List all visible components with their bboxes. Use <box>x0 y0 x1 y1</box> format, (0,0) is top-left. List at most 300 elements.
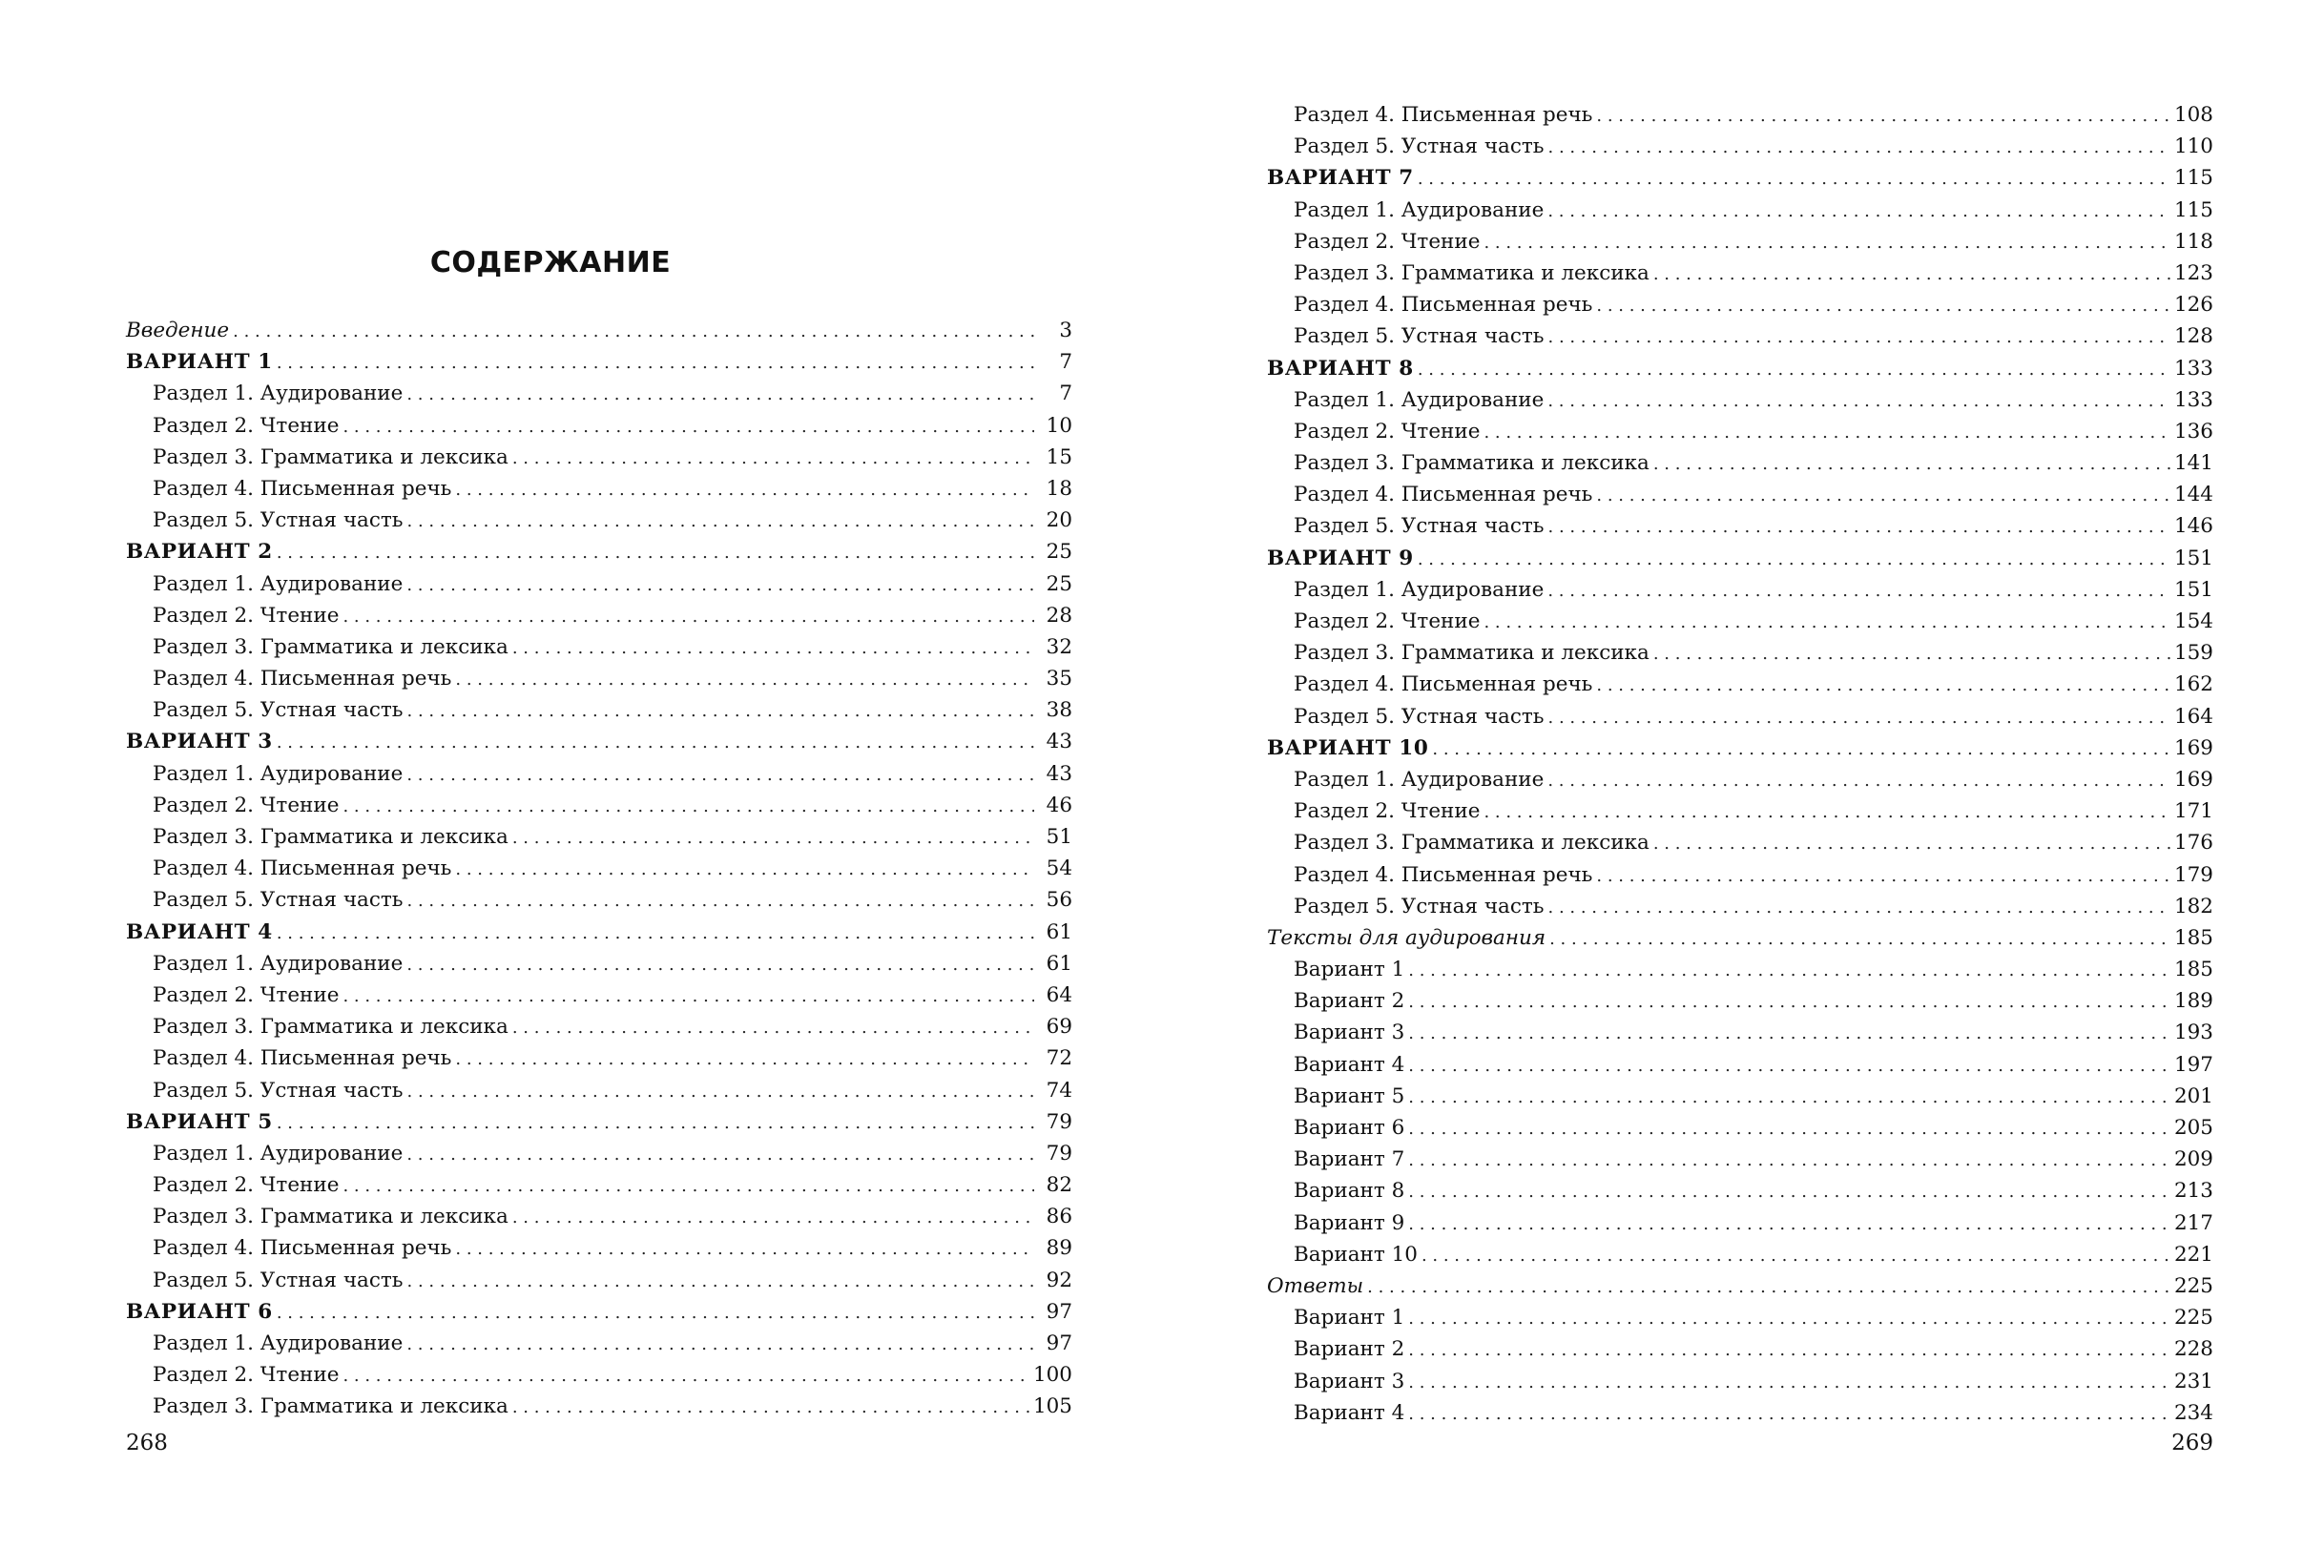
toc-entry-page: 169 <box>2173 735 2213 760</box>
toc-entry <box>1267 258 2213 289</box>
toc-entry <box>1267 479 2213 510</box>
toc-entry <box>126 1042 1072 1074</box>
toc-entry-label: Вариант 5 <box>1294 1083 1405 1108</box>
dot-leader <box>277 536 1034 568</box>
dot-leader <box>406 758 1034 791</box>
toc-entry-page: 51 <box>1046 825 1072 849</box>
toc-entry <box>1267 1366 2213 1397</box>
toc-entry-page: 123 <box>2173 260 2213 285</box>
toc-entry-label: ВАРИАНТ 7 <box>1267 166 1414 191</box>
toc-entry-label: Раздел 5. Устная часть <box>1294 894 1545 918</box>
toc-entry-label: ВАРИАНТ 6 <box>126 1299 273 1324</box>
toc-entry <box>1267 1144 2213 1175</box>
toc-entry-page: 97 <box>1046 1299 1072 1324</box>
toc-entry-label: ВАРИАНТ 9 <box>1267 546 1414 570</box>
left-page <box>126 0 1072 1568</box>
toc-entry-page: 185 <box>2173 958 2213 982</box>
toc-entry-label: Раздел 1. Аудирование <box>1294 577 1545 602</box>
toc-entry-page: 108 <box>2173 103 2213 127</box>
toc-entry <box>1267 99 2213 131</box>
toc-entry-label: Раздел 4. Письменная речь <box>1294 483 1593 507</box>
toc-entry-page: 115 <box>2173 166 2213 191</box>
dot-leader <box>407 505 1034 537</box>
dot-leader <box>1547 195 2170 227</box>
dot-leader <box>1408 1333 2170 1366</box>
toc-entry-label: Раздел 2. Чтение <box>153 603 340 628</box>
dot-leader <box>1408 1081 2170 1113</box>
toc-entry-label: Раздел 4. Письменная речь <box>153 856 452 881</box>
toc-entry-page: 61 <box>1046 919 1072 944</box>
toc-variant-heading <box>126 726 1072 757</box>
toc-entry <box>126 1328 1072 1359</box>
dot-leader <box>277 917 1034 949</box>
toc-entry-page: 64 <box>1046 982 1072 1007</box>
toc-entry-page: 217 <box>2173 1210 2213 1235</box>
dot-leader <box>1408 954 2170 986</box>
toc-entry-label: Раздел 2. Чтение <box>153 1363 340 1388</box>
toc-entry <box>126 1011 1072 1042</box>
toc-entry-page: 20 <box>1046 508 1072 533</box>
contents-title: СОДЕРЖАНИЕ <box>429 246 672 279</box>
toc-entry <box>126 821 1072 853</box>
toc-entry <box>126 410 1072 442</box>
toc-entry-label: Раздел 2. Чтение <box>153 1173 340 1198</box>
toc-entry-page: 128 <box>2173 324 2213 349</box>
dot-leader <box>407 1265 1034 1297</box>
toc-entry <box>126 1359 1072 1391</box>
toc-entry <box>1267 701 2213 732</box>
toc-entry-label: Вариант 1 <box>1294 1306 1405 1331</box>
toc-entry-page: 197 <box>2173 1052 2213 1077</box>
toc-entry-label: Раздел 3. Грамматика и лексика <box>1294 451 1650 476</box>
toc-entry <box>1267 606 2213 637</box>
dot-leader <box>512 821 1034 854</box>
dot-leader <box>342 410 1034 443</box>
dot-leader <box>1408 1207 2170 1240</box>
toc-entry-page: 234 <box>2173 1400 2213 1425</box>
toc-entry-page: 110 <box>2173 134 2213 159</box>
toc-entry-page: 43 <box>1046 761 1072 786</box>
toc-entry <box>1267 954 2213 985</box>
toc-entry <box>126 1138 1072 1169</box>
toc-entry-page: 133 <box>2173 356 2213 381</box>
toc-variant-heading <box>1267 353 2213 384</box>
toc-entry-page: 162 <box>2173 672 2213 697</box>
toc-entry-page: 28 <box>1046 603 1072 628</box>
dot-leader <box>1549 922 2170 955</box>
page-number-right: 269 <box>2171 1431 2213 1455</box>
dot-leader <box>342 790 1034 822</box>
toc-entry-page: 136 <box>2173 419 2213 444</box>
dot-leader <box>1408 985 2170 1018</box>
toc-entry-page: 46 <box>1046 793 1072 817</box>
toc-variant-heading <box>126 536 1072 567</box>
toc-entry-label: Раздел 5. Устная часть <box>1294 134 1545 159</box>
dot-leader <box>406 1138 1034 1170</box>
toc-entry-label: Раздел 1. Аудирование <box>1294 387 1545 412</box>
dot-leader <box>1596 669 2170 701</box>
toc-entry <box>126 1075 1072 1106</box>
dot-leader <box>1408 1144 2170 1176</box>
toc-entry <box>1267 289 2213 320</box>
toc-entry-page: 69 <box>1046 1015 1072 1040</box>
toc-entry <box>126 853 1072 884</box>
dot-leader <box>1432 732 2170 765</box>
dot-leader <box>1408 1017 2170 1049</box>
toc-entry-page: 118 <box>2173 229 2213 254</box>
toc-entry-label: Раздел 4. Письменная речь <box>1294 293 1593 318</box>
dot-leader <box>455 1232 1034 1265</box>
toc-entry <box>1267 226 2213 258</box>
toc-entry <box>1267 1081 2213 1112</box>
toc-entry-page: 15 <box>1046 444 1072 469</box>
dot-leader <box>1408 1175 2170 1207</box>
toc-entry <box>1267 1112 2213 1144</box>
dot-leader <box>1548 510 2170 543</box>
toc-entry-label: Раздел 3. Грамматика и лексика <box>153 1205 508 1229</box>
toc-variant-heading <box>126 346 1072 378</box>
dot-leader <box>406 378 1034 410</box>
toc-entry-label: Раздел 1. Аудирование <box>1294 767 1545 792</box>
toc-entry-label: Раздел 2. Чтение <box>1294 419 1481 444</box>
toc-entry <box>126 473 1072 505</box>
dot-leader <box>1421 1239 2170 1271</box>
toc-entry-label: Раздел 3. Грамматика и лексика <box>153 1394 508 1419</box>
toc-entry <box>126 663 1072 694</box>
toc-variant-heading <box>126 1106 1072 1138</box>
toc-entry-label: Раздел 5. Устная часть <box>153 1078 404 1103</box>
toc-entry-page: 221 <box>2173 1242 2213 1267</box>
toc-variant-heading <box>1267 162 2213 194</box>
toc-entry-label: Раздел 5. Устная часть <box>1294 704 1545 729</box>
toc-entry-label: Вариант 2 <box>1294 1337 1405 1362</box>
toc-entry-label: Раздел 1. Аудирование <box>153 1331 404 1355</box>
right-page <box>1267 0 2213 1568</box>
toc-entry-page: 74 <box>1046 1078 1072 1103</box>
toc-entry-page: 92 <box>1046 1268 1072 1292</box>
dot-leader <box>455 853 1034 885</box>
dot-leader <box>1547 384 2170 417</box>
toc-entry-label: Вариант 8 <box>1294 1179 1405 1204</box>
toc-entry-label: Раздел 3. Грамматика и лексика <box>1294 831 1650 856</box>
dot-leader <box>1596 99 2170 132</box>
toc-variant-heading <box>126 917 1072 948</box>
toc-entry-page: 18 <box>1046 476 1072 501</box>
toc-entry <box>1267 1207 2213 1239</box>
toc-entry-label: Вариант 6 <box>1294 1116 1405 1140</box>
toc-entry <box>1267 1175 2213 1207</box>
toc-entry <box>1267 1397 2213 1429</box>
toc-entry-label: Вариант 1 <box>1294 958 1405 982</box>
toc-entry <box>1267 574 2213 606</box>
toc-entry-label: Раздел 2. Чтение <box>1294 229 1481 254</box>
dot-leader <box>277 1296 1034 1329</box>
toc-part-heading <box>1267 1270 2213 1302</box>
toc-entry <box>126 1265 1072 1296</box>
dot-leader <box>1596 859 2170 892</box>
toc-entry-label: Раздел 1. Аудирование <box>153 571 404 596</box>
dot-leader <box>455 663 1034 695</box>
dot-leader <box>1418 353 2170 385</box>
toc-entry-page: 209 <box>2173 1147 2213 1172</box>
toc-entry <box>1267 669 2213 700</box>
toc-variant-heading <box>1267 732 2213 764</box>
toc-entry <box>126 1391 1072 1422</box>
toc-entry-page: 115 <box>2173 197 2213 222</box>
toc-entry-page: 89 <box>1046 1236 1072 1261</box>
toc-entry <box>126 948 1072 980</box>
toc-entry-label: Раздел 2. Чтение <box>153 793 340 817</box>
toc-entry-label: Раздел 4. Письменная речь <box>153 476 452 501</box>
toc-entry-page: 144 <box>2173 483 2213 507</box>
toc-entry-page: 164 <box>2173 704 2213 729</box>
dot-leader <box>407 1075 1034 1107</box>
toc-entry <box>126 884 1072 916</box>
toc-entry-label: Раздел 2. Чтение <box>153 982 340 1007</box>
dot-leader <box>406 568 1034 601</box>
dot-leader <box>406 1328 1034 1360</box>
toc-entry-label: Раздел 5. Устная часть <box>1294 324 1545 349</box>
dot-leader <box>1596 289 2170 321</box>
toc-entry <box>126 694 1072 726</box>
toc-entry-page: 105 <box>1032 1394 1072 1419</box>
toc-entry-label: ВАРИАНТ 5 <box>126 1109 273 1134</box>
toc-entry-page: 189 <box>2173 989 2213 1014</box>
toc-entry-page: 146 <box>2173 514 2213 539</box>
toc-entry-label: Раздел 3. Грамматика и лексика <box>153 1015 508 1040</box>
dot-leader <box>233 315 1034 347</box>
dot-leader <box>1418 162 2170 195</box>
toc-entry-page: 141 <box>2173 451 2213 476</box>
toc-entry-page: 32 <box>1046 634 1072 659</box>
toc-entry <box>1267 1017 2213 1048</box>
dot-leader <box>277 1106 1034 1139</box>
dot-leader <box>1408 1302 2170 1334</box>
toc-entry-page: 213 <box>2173 1179 2213 1204</box>
toc-entry-label: ВАРИАНТ 10 <box>1267 735 1429 760</box>
toc-list-left <box>126 315 1072 1423</box>
dot-leader <box>512 1011 1034 1043</box>
toc-entry-label: Раздел 2. Чтение <box>153 413 340 438</box>
toc-entry <box>126 980 1072 1011</box>
toc-entry <box>126 600 1072 631</box>
toc-entry-label: ВАРИАНТ 2 <box>126 540 273 565</box>
toc-entry <box>126 442 1072 473</box>
dot-leader <box>512 631 1034 664</box>
dot-leader <box>1418 543 2170 575</box>
toc-entry-label: Вариант 3 <box>1294 1369 1405 1393</box>
toc-entry <box>1267 384 2213 416</box>
dot-leader <box>455 1042 1034 1075</box>
dot-leader <box>277 726 1034 758</box>
dot-leader <box>407 694 1034 727</box>
toc-entry <box>1267 891 2213 922</box>
toc-entry-page: 3 <box>1059 319 1072 342</box>
dot-leader <box>1596 479 2170 511</box>
dot-leader <box>1484 226 2170 258</box>
dot-leader <box>407 884 1034 917</box>
toc-entry <box>1267 827 2213 858</box>
toc-entry-page: 154 <box>2173 609 2213 633</box>
toc-entry-label: Раздел 4. Письменная речь <box>153 667 452 691</box>
dot-leader <box>1484 416 2170 448</box>
toc-entry-label: Раздел 3. Грамматика и лексика <box>153 825 508 849</box>
toc-entry-label: Раздел 4. Письменная речь <box>153 1046 452 1071</box>
toc-entry-label: Вариант 7 <box>1294 1147 1405 1172</box>
dot-leader <box>1408 1366 2170 1398</box>
toc-entry-label: Раздел 5. Устная часть <box>153 1268 404 1292</box>
dot-leader <box>512 442 1034 474</box>
toc-entry <box>1267 795 2213 827</box>
dot-leader <box>1548 701 2170 733</box>
toc-entry-page: 169 <box>2173 767 2213 792</box>
dot-leader <box>512 1201 1034 1233</box>
toc-entry <box>126 1201 1072 1232</box>
toc-entry-label: Раздел 2. Чтение <box>1294 799 1481 824</box>
dot-leader <box>1547 764 2170 796</box>
dot-leader <box>342 600 1034 632</box>
dot-leader <box>1653 258 2170 290</box>
toc-entry-label: Раздел 3. Грамматика и лексика <box>153 634 508 659</box>
toc-entry-label: Вариант 9 <box>1294 1210 1405 1235</box>
toc-entry-page: 225 <box>2173 1306 2213 1331</box>
toc-entry-page: 25 <box>1046 571 1072 596</box>
dot-leader <box>406 948 1034 980</box>
dot-leader <box>1484 606 2170 638</box>
dot-leader <box>1547 574 2170 607</box>
toc-entry <box>1267 859 2213 891</box>
toc-entry-label: Раздел 4. Письменная речь <box>1294 103 1593 127</box>
toc-entry-page: 86 <box>1046 1205 1072 1229</box>
toc-entry-label: Вариант 4 <box>1294 1400 1405 1425</box>
toc-entry-label: ВАРИАНТ 3 <box>126 730 273 754</box>
toc-entry-page: 225 <box>2173 1273 2213 1298</box>
toc-entry-page: 151 <box>2173 577 2213 602</box>
toc-variant-heading <box>126 1296 1072 1328</box>
toc-entry-label: Тексты для аудирования <box>1267 925 1546 950</box>
toc-entry <box>126 505 1072 536</box>
toc-entry-page: 228 <box>2173 1337 2213 1362</box>
toc-entry <box>126 790 1072 821</box>
toc-part-heading <box>126 315 1072 346</box>
toc-entry-page: 179 <box>2173 862 2213 887</box>
toc-entry <box>126 1232 1072 1264</box>
page-number-left: 268 <box>126 1431 168 1455</box>
toc-entry-label: ВАРИАНТ 4 <box>126 919 273 944</box>
dot-leader <box>342 1169 1034 1202</box>
toc-entry <box>1267 416 2213 447</box>
toc-entry-label: Раздел 5. Устная часть <box>1294 514 1545 539</box>
toc-entry-label: Раздел 3. Грамматика и лексика <box>1294 641 1650 666</box>
dot-leader <box>277 346 1034 379</box>
toc-entry <box>1267 1302 2213 1333</box>
toc-entry-page: 171 <box>2173 799 2213 824</box>
toc-entry-label: Вариант 3 <box>1294 1021 1405 1045</box>
toc-entry-label: Раздел 5. Устная часть <box>153 508 404 533</box>
toc-entry-label: Вариант 10 <box>1294 1242 1418 1267</box>
dot-leader <box>1653 827 2170 859</box>
toc-entry-label: Раздел 4. Письменная речь <box>1294 862 1593 887</box>
toc-entry <box>1267 637 2213 669</box>
dot-leader <box>1367 1270 2170 1303</box>
toc-entry-page: 231 <box>2173 1369 2213 1393</box>
toc-entry-page: 126 <box>2173 293 2213 318</box>
toc-list-right <box>1267 99 2213 1429</box>
toc-entry-page: 82 <box>1046 1173 1072 1198</box>
dot-leader <box>342 980 1034 1012</box>
toc-entry-label: Раздел 5. Устная часть <box>153 698 404 723</box>
toc-entry-page: 185 <box>2173 925 2213 950</box>
toc-entry-label: Раздел 1. Аудирование <box>1294 197 1545 222</box>
toc-entry-label: Раздел 4. Письменная речь <box>153 1236 452 1261</box>
toc-entry-label: Раздел 2. Чтение <box>1294 609 1481 633</box>
toc-entry <box>1267 764 2213 795</box>
toc-entry-page: 72 <box>1046 1046 1072 1071</box>
toc-entry-page: 182 <box>2173 894 2213 918</box>
toc-entry-label: Раздел 1. Аудирование <box>153 951 404 976</box>
toc-entry-label: ВАРИАНТ 1 <box>126 350 273 375</box>
toc-entry-label: Вариант 4 <box>1294 1052 1405 1077</box>
dot-leader <box>1408 1049 2170 1082</box>
toc-entry-label: Раздел 1. Аудирование <box>153 761 404 786</box>
toc-entry-page: 54 <box>1046 856 1072 881</box>
toc-entry-page: 38 <box>1046 698 1072 723</box>
toc-entry <box>1267 510 2213 542</box>
toc-entry-page: 100 <box>1032 1363 1072 1388</box>
toc-entry-label: Раздел 1. Аудирование <box>153 382 404 406</box>
dot-leader <box>1484 795 2170 828</box>
toc-entry-page: 25 <box>1046 540 1072 565</box>
toc-entry <box>126 568 1072 600</box>
toc-entry <box>1267 447 2213 479</box>
toc-entry-page: 61 <box>1046 951 1072 976</box>
toc-entry-page: 43 <box>1046 730 1072 754</box>
toc-entry-page: 79 <box>1046 1109 1072 1134</box>
dot-leader <box>1548 891 2170 923</box>
dot-leader <box>1548 131 2170 163</box>
toc-entry-label: Вариант 2 <box>1294 989 1405 1014</box>
toc-entry-label: ВАРИАНТ 8 <box>1267 356 1414 381</box>
dot-leader <box>1653 637 2170 670</box>
toc-entry-label: Введение <box>126 319 230 342</box>
dot-leader <box>1408 1112 2170 1145</box>
toc-entry-label: Раздел 5. Устная часть <box>153 888 404 913</box>
toc-entry-page: 7 <box>1059 350 1072 375</box>
toc-entry <box>1267 985 2213 1017</box>
toc-entry-label: Раздел 3. Грамматика и лексика <box>1294 260 1650 285</box>
toc-entry-label: Ответы <box>1267 1273 1364 1298</box>
toc-entry <box>1267 320 2213 352</box>
dot-leader <box>1653 447 2170 480</box>
toc-entry-page: 97 <box>1046 1331 1072 1355</box>
toc-entry-page: 35 <box>1046 667 1072 691</box>
toc-entry <box>1267 1333 2213 1365</box>
toc-entry-page: 133 <box>2173 387 2213 412</box>
dot-leader <box>512 1391 1029 1423</box>
toc-entry-page: 193 <box>2173 1021 2213 1045</box>
toc-entry <box>1267 131 2213 162</box>
toc-entry <box>126 1169 1072 1201</box>
toc-entry-page: 79 <box>1046 1141 1072 1166</box>
toc-variant-heading <box>1267 543 2213 574</box>
toc-part-heading <box>1267 922 2213 954</box>
toc-entry-label: Раздел 3. Грамматика и лексика <box>153 444 508 469</box>
toc-entry <box>126 378 1072 409</box>
dot-leader <box>455 473 1034 505</box>
toc-entry <box>1267 195 2213 226</box>
toc-entry-page: 10 <box>1046 413 1072 438</box>
dot-leader <box>1408 1397 2170 1430</box>
